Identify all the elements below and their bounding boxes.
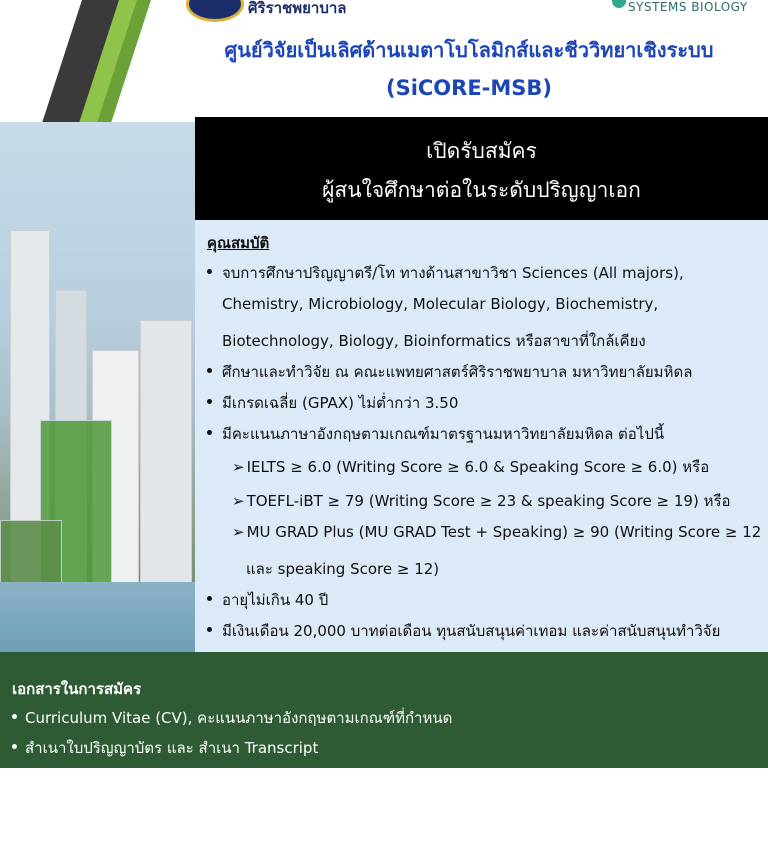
bullet-dot [207, 269, 212, 274]
bullet-dot [12, 714, 17, 719]
qualification-item-continued: Chemistry, Microbiology, Molecular Biology, Biochemistry, [222, 295, 659, 313]
qualification-item: มีคะแนนภาษาอังกฤษตามเกณฑ์มาตรฐานมหาวิทยาลัยมหิดล ต่อไปนี้ [207, 422, 664, 446]
bullet-dot [207, 627, 212, 632]
bullet-dot [12, 744, 17, 749]
logo-right-text: SYSTEMS BIOLOGY [628, 0, 748, 14]
qualification-item-continued: Biotechnology, Biology, Bioinformatics หรือสาขาที่ใกล้เคียง [222, 332, 646, 350]
qualification-item: อายุไม่เกิน 40 ปี [207, 588, 328, 612]
bullet-dot [207, 399, 212, 404]
systems-biology-logo-icon [612, 0, 626, 8]
qualification-item: ศึกษาและทำวิจัย ณ คณะแพทยศาสตร์ศิริราชพยาบาล มหาวิทยาลัยมหิดล [207, 360, 692, 384]
banner-line-1: เปิดรับสมัคร [426, 139, 537, 163]
bullet-dot [207, 430, 212, 435]
document-item: Curriculum Vitae (CV), คะแนนภาษาอังกฤษตามเกณฑ์ที่กำหนด [12, 706, 452, 730]
english-test-item: ➢ TOEFL-iBT ≥ 79 (Writing Score ≥ 23 & speaking Score ≥ 19) หรือ [232, 492, 731, 510]
page-subtitle: (SiCORE-MSB) [385, 76, 553, 100]
qualification-item: จบการศึกษาปริญญาตรี/โท ทางด้านสาขาวิชา Sciences (All majors), [207, 261, 684, 285]
qualification-item: มีเกรดเฉลี่ย (GPAX) ไม่ต่ำกว่า 3.50 [207, 391, 458, 415]
qualification-item: มีเงินเดือน 20,000 บาทต่อเดือน ทุนสนับสนุนค่าเทอม และค่าสนับสนุนทำวิจัย [207, 619, 720, 643]
page-title: ศูนย์วิจัยเป็นเลิศด้านเมตาโบโลมิกส์และชีววิทยาเชิงระบบ [224, 38, 714, 62]
banner-line-2: ผู้สนใจศึกษาต่อในระดับปริญญาเอก [322, 178, 641, 202]
logo-left-text: ศิริราชพยาบาล [248, 0, 347, 17]
city-photo [0, 122, 195, 652]
english-test-item-continued: และ speaking Score ≥ 12) [246, 560, 440, 578]
bullet-dot [207, 368, 212, 373]
arrow-bullet-icon: ➢ [232, 523, 245, 541]
announcement-banner [195, 117, 768, 220]
university-seal-logo [186, 0, 244, 22]
document-item: สำเนาใบปริญญาบัตร และ สำเนา Transcript [12, 736, 318, 760]
english-test-item: ➢ IELTS ≥ 6.0 (Writing Score ≥ 6.0 & Speaking Score ≥ 6.0) หรือ [232, 458, 710, 476]
arrow-bullet-icon: ➢ [232, 492, 245, 510]
qualifications-heading: คุณสมบัติ [207, 234, 270, 252]
river [0, 582, 195, 652]
bullet-dot [207, 596, 212, 601]
documents-heading: เอกสารในการสมัคร [12, 680, 142, 698]
english-test-item: ➢ MU GRAD Plus (MU GRAD Test + Speaking) ≥ 90 (Writing Score ≥ 12 [232, 523, 762, 541]
arrow-bullet-icon: ➢ [232, 458, 245, 476]
